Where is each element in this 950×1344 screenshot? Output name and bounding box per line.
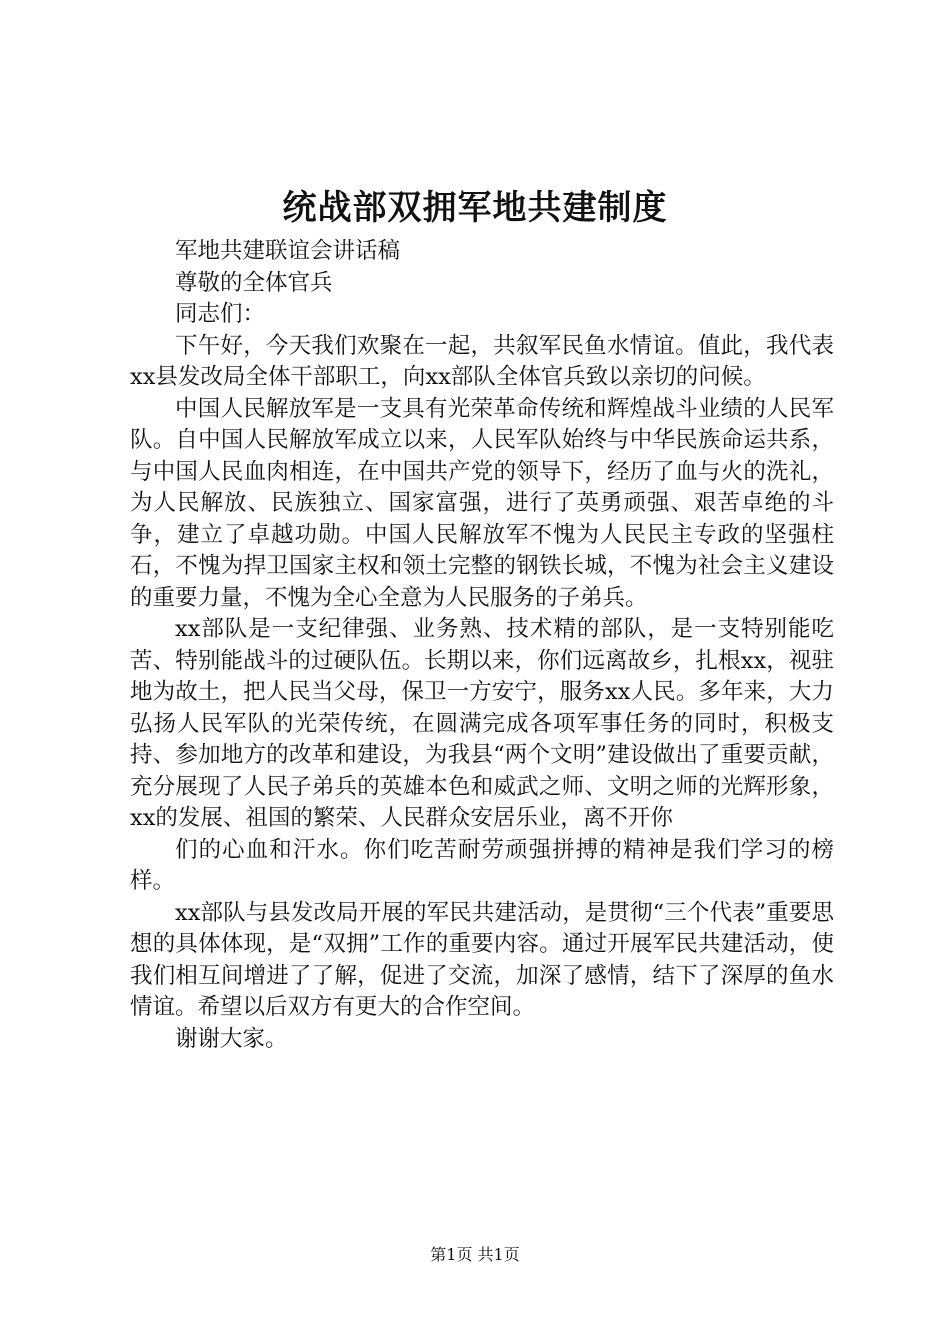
salutation: 尊敬的全体官兵 (175, 269, 333, 296)
speech-heading: 军地共建联谊会讲话稿 (175, 238, 401, 264)
paragraph-unit-praise-continued: 们的心血和汗水。你们吃苦耐劳顽强拼搏的精神是我们学习的榜样。 (130, 836, 834, 894)
page-title: 统战部双拥军地共建制度 (282, 188, 668, 228)
paragraph-joint-building: xx部队与县发改局开展的军民共建活动，是贯彻“三个代表”重要思想的具体体现，是“双拥”工作的重要内容。通过开展军民共建活动，使我们相互间增进了了解，促进了交流，加深了感情，结下了深厚的鱼水情谊。希望以后双方有更大的合作空间。 (130, 899, 834, 1020)
paragraph-unit-praise: xx部队是一支纪律强、业务熟、技术精的部队，是一支特别能吃苦、特别能战斗的过硬队伍。长期以来，你们远离故乡，扎根xx，视驻地为故土，把人民当父母，保卫一方安宁，服务xx人民。多年来，大力弘扬人民军队的光荣传统，在圆满完成各项军事任务的同时，积极支持、参加地方的改革和建设，为我县“两个文明”建设做出了重要贡献，充分展现了人民子弟兵的英雄本色和威武之师、文明之师的光辉形象，xx的发展、祖国的繁荣、人民群众安居乐业，离不开你 (130, 616, 834, 831)
document-body (130, 236, 834, 1055)
paragraph-pla-history: 中国人民解放军是一支具有光荣革命传统和辉煌战斗业绩的人民军队。自中国人民解放军成立以来，人民军队始终与中华民族命运共系，与中国人民血肉相连，在中国共产党的领导下，经历了血与火的洗礼，为人民解放、民族独立、国家富强，进行了英勇顽强、艰苦卓绝的斗争，建立了卓越功勋。中国人民解放军不愧为人民民主专政的坚强柱石，不愧为捍卫国家主权和领土完整的钢铁长城，不愧为社会主义建设的重要力量，不愧为全心全意为人民服务的子弟兵。 (130, 395, 834, 611)
salutation-comrades: 同志们： (175, 301, 266, 327)
page-footer: 第1页 共1页 (430, 1245, 520, 1264)
paragraph-greeting: 下午好，今天我们欢聚在一起，共叙军民鱼水情谊。值此，我代表xx县发改局全体干部职工，向xx部队全体官兵致以亲切的问候。 (130, 332, 834, 390)
paragraph-closing: 谢谢大家。 (175, 1025, 288, 1052)
